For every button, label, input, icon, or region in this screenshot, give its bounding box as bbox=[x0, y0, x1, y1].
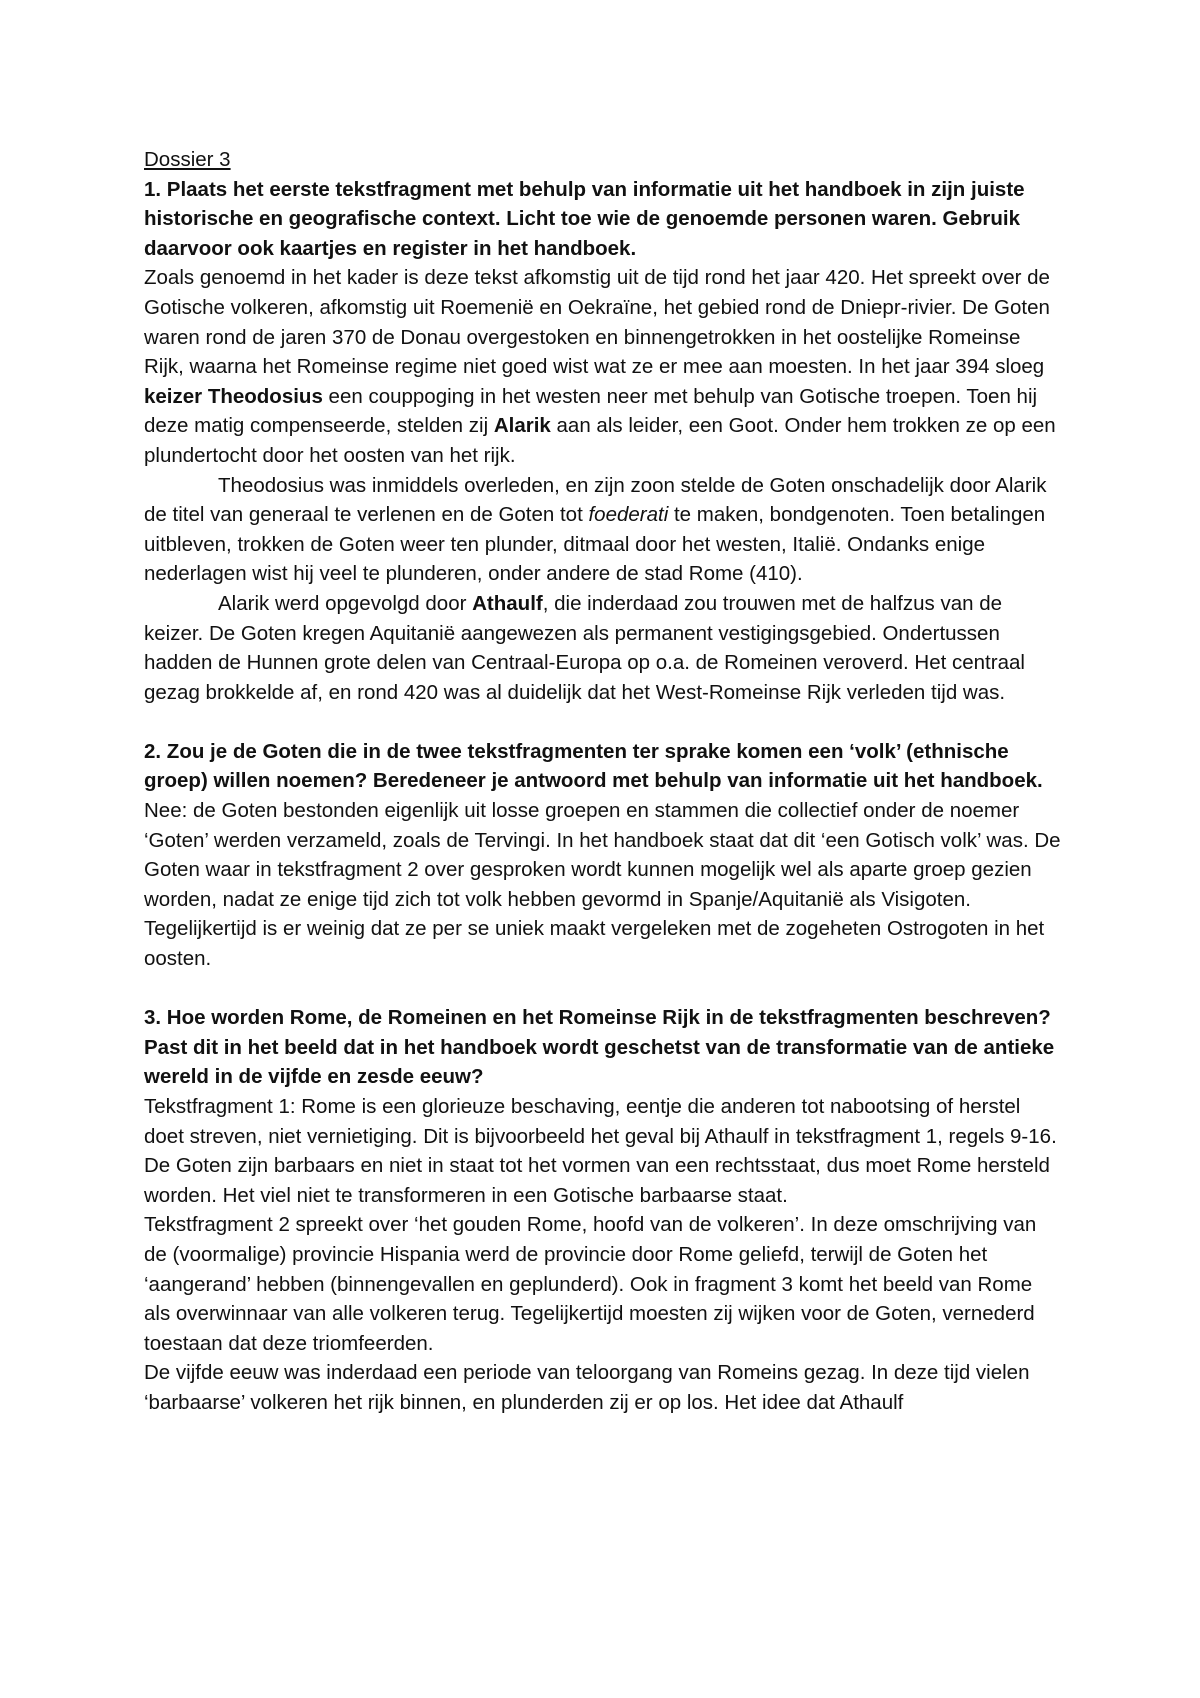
document-title: Dossier 3 bbox=[144, 148, 231, 171]
answer-3-paragraph-2: Tekstfragment 2 spreekt over ‘het gouden Rome, hoofd van de volkeren’. In deze omschrijving van de (voormalige) provincie Hispania werd de provincie door Rome geliefd, terwijl de Goten het ‘aangerand’ hebben (binnengevallen en geplunderd). Ook in fragment 3 komt het beeld van Rome als overwinnaar van alle volkeren terug. Tegelijkertijd moesten zij wijken voor de Goten, vernederd toestaan dat deze triomfeerden. bbox=[144, 1213, 1037, 1355]
question-2: 2. Zou je de Goten die in de twee tekstfragmenten ter sprake komen een ‘volk’ (ethnische groep) willen noemen? Beredeneer je antwoord met behulp van informatie uit het handboek. bbox=[144, 739, 1043, 793]
answer-2: Nee: de Goten bestonden eigenlijk uit losse groepen en stammen die collectief onder de noemer ‘Goten’ werden verzameld, zoals de Tervingi. In het handboek staat dat dit ‘een Gotisch volk’ was. De Goten waar in tekstfragment 2 over gesproken wordt kunnen mogelijk wel als aparte groep gezien worden, nadat ze enige tijd zich tot volk hebben gevormd in Spanje/Aquitanië als Visigoten. Tegelijkertijd is er weinig dat ze per se uniek maakt vergeleken met de zogeheten Ostrogoten in het oosten. bbox=[144, 799, 1061, 971]
text-run: , die inderdaad zou trouwen met de halfzus van de keizer. De Goten kregen Aquitanië aangewezen als permanent vestigingsgebied. Ondertussen hadden de Hunnen grote delen van Centraal-Europa op o.a. de Romeinen veroverd. Het centraal gezag brokkelde af, en rond 420 was al duidelijk dat het West-Romeinse Rijk verleden tijd was. bbox=[144, 591, 1025, 704]
bold-term: keizer Theodosius bbox=[144, 384, 323, 408]
answer-3-paragraph-1: Tekstfragment 1: Rome is een glorieuze beschaving, eentje die anderen tot nabootsing of herstel doet streven, niet vernietiging. Dit is bijvoorbeeld het geval bij Athaulf in tekstfragment 1, regels 9-16. De Goten zijn barbaars en niet in staat tot het vormen van een rechtsstaat, dus moet Rome hersteld worden. Het viel niet te transformeren in een Gotische barbaarse staat. bbox=[144, 1095, 1057, 1207]
text-run: te maken, bondgenoten. Toen betalingen uitbleven, trokken de Goten weer ten plunder, ditmaal door het westen, Italië. Ondanks enige nederlagen wist hij veel te plunderen, onder andere de stad Rome (410). bbox=[144, 503, 1046, 586]
paragraph-gap bbox=[144, 974, 1064, 1004]
question-1: 1. Plaats het eerste tekstfragment met behulp van informatie uit het handboek in zijn juiste historische en geografische context. Licht toe wie de genoemde personen waren. Gebruik daarvoor ook kaartjes en register in het handboek. bbox=[144, 177, 1025, 260]
text-run: Zoals genoemd in het kader is deze tekst afkomstig uit de tijd rond het jaar 420. Het spreekt over de Gotische volkeren, afkomstig uit Roemenië en Oekraïne, het gebied rond de Dniepr-rivier. De Goten waren rond de jaren 370 de Donau overgestoken en binnengetrokken in het oostelijke Romeinse Rijk, waarna het Romeinse regime niet goed wist wat ze er mee aan moesten. In het jaar 394 sloeg bbox=[144, 266, 1050, 379]
answer-1-paragraph-2 bbox=[144, 471, 1064, 589]
text-run: een couppoging in het westen neer met behulp van Gotische troepen. Toen hij deze matig compenseerde, stelden zij bbox=[144, 384, 1038, 438]
bold-term: Alarik bbox=[493, 414, 551, 438]
answer-1-paragraph-3 bbox=[144, 589, 1064, 707]
text-run: aan als leider, een Goot. Onder hem trokken ze op een plundertocht door het oosten van het rijk. bbox=[144, 414, 1056, 467]
document-page bbox=[144, 145, 1064, 1418]
question-3: 3. Hoe worden Rome, de Romeinen en het Romeinse Rijk in de tekstfragmenten beschreven? Past dit in het beeld dat in het handboek wordt geschetst van de transformatie van de antieke wereld in de vijfde en zesde eeuw? bbox=[144, 1006, 1055, 1089]
paragraph-gap bbox=[144, 707, 1064, 737]
answer-3-paragraph-3: De vijfde eeuw was inderdaad een periode van teloorgang van Romeins gezag. In deze tijd vielen ‘barbaarse’ volkeren het rijk binnen, en plunderden zij er op los. Het idee dat Athaulf bbox=[144, 1361, 1030, 1414]
answer-1-paragraph-1 bbox=[144, 263, 1064, 470]
text-run: Theodosius was inmiddels overleden, en zijn zoon stelde de Goten onschadelijk door Alarik de titel van generaal te verlenen en de Goten tot bbox=[144, 473, 1047, 527]
bold-term: Athaulf bbox=[472, 591, 543, 615]
text-run: Alarik werd opgevolgd door bbox=[218, 591, 473, 615]
italic-term: foederati bbox=[588, 503, 669, 527]
